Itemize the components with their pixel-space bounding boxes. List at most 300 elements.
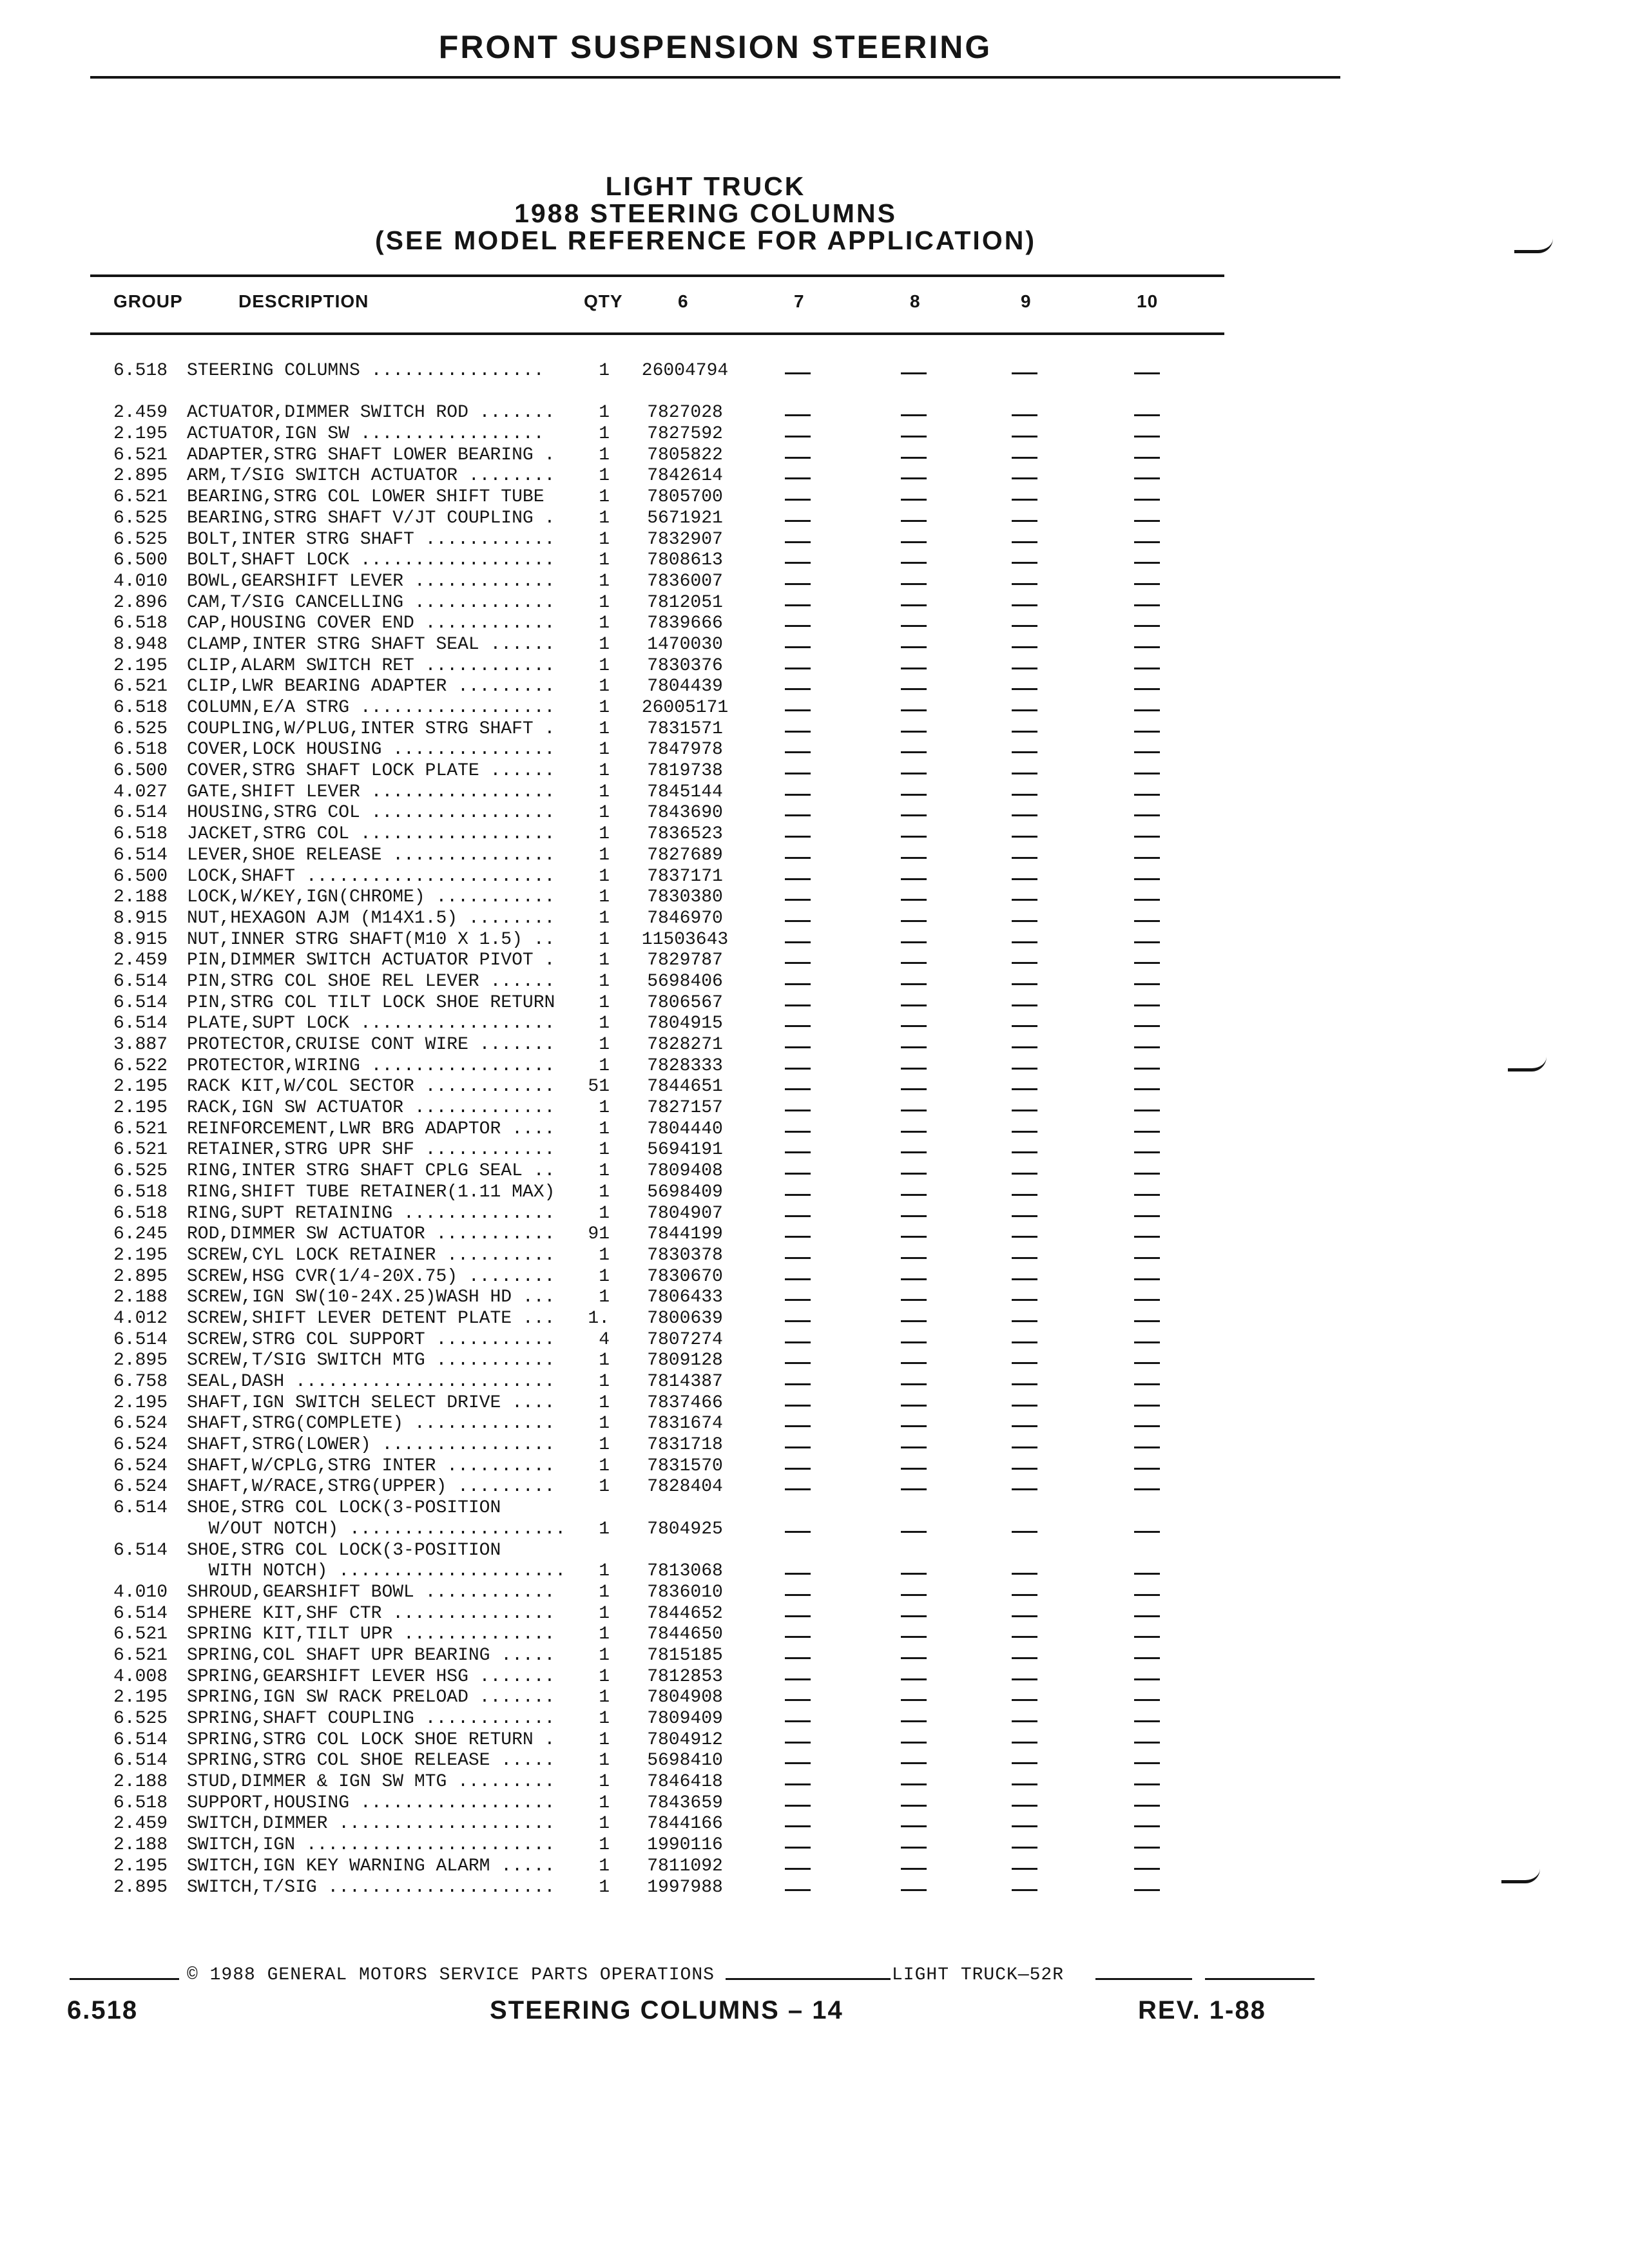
description-cell: SCREW,HSG CVR(1/4-20X.75) ........ xyxy=(187,1266,555,1287)
part-number-cell: 7808613 xyxy=(647,550,723,571)
description-cell: ACTUATOR,DIMMER SWITCH ROD ....... xyxy=(187,403,555,423)
not-applicable-dash xyxy=(785,1805,811,1807)
not-applicable-dash xyxy=(1134,1720,1160,1722)
not-applicable-dash xyxy=(1012,1531,1037,1533)
not-applicable-dash xyxy=(1134,1383,1160,1385)
not-applicable-dash xyxy=(785,1531,811,1533)
not-applicable-dash xyxy=(1134,1151,1160,1153)
qty-cell: 1 xyxy=(599,929,610,950)
not-applicable-dash xyxy=(785,477,811,479)
not-applicable-dash xyxy=(901,1046,927,1048)
not-applicable-dash xyxy=(1012,1257,1037,1259)
qty-cell: 1 xyxy=(599,845,610,865)
group-cell: 6.514 xyxy=(113,992,168,1013)
not-applicable-dash xyxy=(1012,878,1037,880)
part-number-cell: 7836010 xyxy=(647,1582,723,1602)
description-cell: PROTECTOR,WIRING ................. xyxy=(187,1055,555,1076)
table-row xyxy=(0,1287,1629,1309)
group-cell: 6.514 xyxy=(113,1540,168,1561)
part-number-cell: 7847978 xyxy=(647,740,723,760)
group-cell: 6.514 xyxy=(113,971,168,992)
part-number-cell: 5698406 xyxy=(647,971,723,992)
footer-revision: REV. 1-88 xyxy=(1138,1996,1266,2024)
group-cell: 6.514 xyxy=(113,845,168,865)
description-cell: ADAPTER,STRG SHAFT LOWER BEARING . xyxy=(187,445,555,465)
qty-cell: 1 xyxy=(599,803,610,823)
not-applicable-dash xyxy=(1012,541,1037,543)
group-cell: 2.195 xyxy=(113,1077,168,1097)
not-applicable-dash xyxy=(785,1383,811,1385)
table-row xyxy=(0,593,1629,614)
not-applicable-dash xyxy=(901,1488,927,1490)
not-applicable-dash xyxy=(1012,477,1037,479)
not-applicable-dash xyxy=(1134,1320,1160,1322)
not-applicable-dash xyxy=(901,962,927,964)
group-cell: 2.195 xyxy=(113,1392,168,1413)
table-row xyxy=(0,740,1629,761)
description-cell: CAP,HOUSING COVER END ............ xyxy=(187,613,555,634)
not-applicable-dash xyxy=(901,1594,927,1596)
part-number-cell: 7815185 xyxy=(647,1645,723,1666)
not-applicable-dash xyxy=(901,1446,927,1448)
table-row xyxy=(0,1456,1629,1477)
description-cell: CLAMP,INTER STRG SHAFT SEAL ...... xyxy=(187,634,555,655)
group-cell: 6.521 xyxy=(113,487,168,508)
group-cell: 6.514 xyxy=(113,1751,168,1771)
heading-rule xyxy=(90,76,1340,79)
not-applicable-dash xyxy=(1134,1405,1160,1407)
not-applicable-dash xyxy=(901,1805,927,1807)
qty-cell: 1 xyxy=(599,361,610,381)
table-row xyxy=(0,1751,1629,1772)
table-row xyxy=(0,1561,1629,1582)
table-row xyxy=(0,1014,1629,1035)
not-applicable-dash xyxy=(1134,646,1160,648)
title-line-3: (SEE MODEL REFERENCE FOR APPLICATION) xyxy=(375,226,1036,255)
part-number-cell: 1470030 xyxy=(647,634,723,655)
table-row xyxy=(0,867,1629,888)
not-applicable-dash xyxy=(1012,1151,1037,1153)
table-row xyxy=(0,1393,1629,1414)
not-applicable-dash xyxy=(785,1257,811,1259)
not-applicable-dash xyxy=(1012,1805,1037,1807)
description-cell: COVER,LOCK HOUSING ............... xyxy=(187,740,555,760)
group-cell: 6.514 xyxy=(113,1729,168,1750)
not-applicable-dash xyxy=(901,814,927,816)
not-applicable-dash xyxy=(785,541,811,543)
group-cell: 6.518 xyxy=(113,740,168,760)
description-cell: WITH NOTCH) ..................... xyxy=(187,1561,566,1582)
not-applicable-dash xyxy=(1134,668,1160,669)
not-applicable-dash xyxy=(785,1889,811,1891)
table-row xyxy=(0,803,1629,824)
part-number-cell: 5698409 xyxy=(647,1182,723,1202)
not-applicable-dash xyxy=(1134,1173,1160,1175)
description-cell: SPRING,COL SHAFT UPR BEARING ..... xyxy=(187,1645,555,1666)
qty-cell: 1 xyxy=(599,1519,610,1539)
part-number-cell: 5671921 xyxy=(647,508,723,528)
table-row xyxy=(0,930,1629,951)
group-cell: 6.524 xyxy=(113,1414,168,1434)
not-applicable-dash xyxy=(901,1783,927,1785)
not-applicable-dash xyxy=(785,709,811,711)
qty-cell: 1 xyxy=(599,550,610,571)
group-cell: 6.518 xyxy=(113,361,168,381)
qty-cell: 1 xyxy=(599,613,610,634)
not-applicable-dash xyxy=(901,899,927,901)
group-cell: 6.525 xyxy=(113,1709,168,1729)
group-cell: 6.521 xyxy=(113,1140,168,1160)
not-applicable-dash xyxy=(1134,688,1160,690)
qty-cell: 1 xyxy=(599,971,610,992)
not-applicable-dash xyxy=(1134,857,1160,859)
not-applicable-dash xyxy=(1012,709,1037,711)
not-applicable-dash xyxy=(785,731,811,733)
not-applicable-dash xyxy=(1012,1594,1037,1596)
footer-rule-far-right xyxy=(1205,1978,1315,1980)
not-applicable-dash xyxy=(901,477,927,479)
not-applicable-dash xyxy=(1012,688,1037,690)
group-cell: 2.459 xyxy=(113,1814,168,1834)
qty-cell: 1 xyxy=(599,571,610,591)
table-top-rule xyxy=(90,274,1224,277)
qty-cell: 1 xyxy=(599,1266,610,1287)
part-number-cell: 7828404 xyxy=(647,1477,723,1497)
not-applicable-dash xyxy=(901,1847,927,1849)
qty-cell: 1 xyxy=(599,866,610,887)
not-applicable-dash xyxy=(1012,1720,1037,1722)
not-applicable-dash xyxy=(901,1257,927,1259)
table-row xyxy=(0,656,1629,677)
table-row xyxy=(0,466,1629,487)
not-applicable-dash xyxy=(1012,436,1037,437)
not-applicable-dash xyxy=(901,731,927,733)
not-applicable-dash xyxy=(1134,773,1160,774)
not-applicable-dash xyxy=(785,751,811,753)
not-applicable-dash xyxy=(785,372,811,374)
qty-cell: 1 xyxy=(599,1603,610,1624)
not-applicable-dash xyxy=(901,751,927,753)
not-applicable-dash xyxy=(901,457,927,459)
table-row xyxy=(0,361,1629,382)
not-applicable-dash xyxy=(1134,1678,1160,1680)
group-cell: 6.518 xyxy=(113,613,168,634)
not-applicable-dash xyxy=(901,941,927,943)
not-applicable-dash xyxy=(1012,1573,1037,1575)
not-applicable-dash xyxy=(1012,1046,1037,1048)
part-number-cell: 7831718 xyxy=(647,1435,723,1456)
group-cell: 6.514 xyxy=(113,1603,168,1624)
not-applicable-dash xyxy=(901,541,927,543)
table-row xyxy=(0,635,1629,656)
group-cell: 6.518 xyxy=(113,1792,168,1813)
not-applicable-dash xyxy=(901,646,927,648)
table-row xyxy=(0,1687,1629,1709)
qty-cell: 1 xyxy=(599,824,610,845)
not-applicable-dash xyxy=(1134,1868,1160,1870)
description-cell: SWITCH,IGN ....................... xyxy=(187,1835,555,1856)
description-cell: LOCK,W/KEY,IGN(CHROME) ........... xyxy=(187,887,555,908)
part-number-cell: 7827689 xyxy=(647,845,723,865)
not-applicable-dash xyxy=(785,1025,811,1027)
not-applicable-dash xyxy=(901,499,927,501)
table-row xyxy=(0,761,1629,782)
not-applicable-dash xyxy=(901,372,927,374)
not-applicable-dash xyxy=(785,688,811,690)
group-cell: 2.895 xyxy=(113,466,168,486)
description-cell: CLIP,LWR BEARING ADAPTER ......... xyxy=(187,677,555,697)
not-applicable-dash xyxy=(1134,520,1160,522)
not-applicable-dash xyxy=(901,1278,927,1280)
not-applicable-dash xyxy=(1012,1025,1037,1027)
not-applicable-dash xyxy=(901,878,927,880)
part-number-cell: 7812853 xyxy=(647,1666,723,1687)
description-cell: SHAFT,STRG(LOWER) ................ xyxy=(187,1435,555,1456)
not-applicable-dash xyxy=(785,436,811,437)
part-number-cell: 7811092 xyxy=(647,1856,723,1876)
part-number-cell: 7809409 xyxy=(647,1709,723,1729)
description-cell: RING,SUPT RETAINING .............. xyxy=(187,1203,555,1224)
footer-copyright: © 1988 GENERAL MOTORS SERVICE PARTS OPERATIONS xyxy=(187,1965,715,1985)
part-number-cell: 7831570 xyxy=(647,1456,723,1476)
not-applicable-dash xyxy=(1134,1425,1160,1427)
qty-cell: 1 xyxy=(599,1772,610,1792)
not-applicable-dash xyxy=(1012,836,1037,838)
description-cell: ARM,T/SIG SWITCH ACTUATOR ........ xyxy=(187,466,555,486)
part-number-cell: 5698410 xyxy=(647,1751,723,1771)
not-applicable-dash xyxy=(1134,414,1160,416)
not-applicable-dash xyxy=(901,688,927,690)
group-cell: 2.895 xyxy=(113,1877,168,1898)
not-applicable-dash xyxy=(1012,983,1037,985)
description-cell: SPRING KIT,TILT UPR .............. xyxy=(187,1624,555,1645)
group-cell: 2.195 xyxy=(113,1856,168,1876)
not-applicable-dash xyxy=(785,1320,811,1322)
not-applicable-dash xyxy=(785,941,811,943)
column-header-6: 6 xyxy=(678,291,689,311)
qty-cell: 1 xyxy=(599,1456,610,1476)
group-cell: 2.195 xyxy=(113,1245,168,1265)
description-cell: SWITCH,IGN KEY WARNING ALARM ..... xyxy=(187,1856,555,1876)
not-applicable-dash xyxy=(901,1383,927,1385)
not-applicable-dash xyxy=(1012,1068,1037,1070)
not-applicable-dash xyxy=(785,857,811,859)
not-applicable-dash xyxy=(785,1868,811,1870)
description-cell: RETAINER,STRG UPR SHF ............ xyxy=(187,1140,555,1160)
qty-cell: 1 xyxy=(599,1392,610,1413)
not-applicable-dash xyxy=(1134,1762,1160,1764)
description-cell: SPRING,STRG COL SHOE RELEASE ..... xyxy=(187,1751,555,1771)
group-cell: 6.518 xyxy=(113,698,168,718)
not-applicable-dash xyxy=(1012,1615,1037,1617)
description-cell: BOWL,GEARSHIFT LEVER ............. xyxy=(187,571,555,591)
not-applicable-dash xyxy=(1012,1678,1037,1680)
description-cell: SPRING,STRG COL LOCK SHOE RETURN . xyxy=(187,1729,555,1750)
description-cell: LOCK,SHAFT ....................... xyxy=(187,866,555,887)
qty-cell: 1 xyxy=(599,1814,610,1834)
not-applicable-dash xyxy=(1134,709,1160,711)
table-row xyxy=(0,908,1629,930)
description-cell: COUPLING,W/PLUG,INTER STRG SHAFT . xyxy=(187,718,555,739)
not-applicable-dash xyxy=(1012,1889,1037,1891)
qty-cell: 1 xyxy=(599,634,610,655)
footer-rule-left xyxy=(70,1978,179,1980)
part-number-cell: 7827157 xyxy=(647,1098,723,1119)
column-header-8: 8 xyxy=(910,291,921,311)
group-cell: 8.915 xyxy=(113,929,168,950)
not-applicable-dash xyxy=(901,436,927,437)
not-applicable-dash xyxy=(785,773,811,774)
description-cell: REINFORCEMENT,LWR BRG ADAPTOR .... xyxy=(187,1119,555,1139)
description-cell: SWITCH,DIMMER .................... xyxy=(187,1814,555,1834)
not-applicable-dash xyxy=(785,1636,811,1638)
not-applicable-dash xyxy=(785,1468,811,1470)
description-cell: BOLT,INTER STRG SHAFT ............ xyxy=(187,529,555,550)
not-applicable-dash xyxy=(901,1573,927,1575)
not-applicable-dash xyxy=(785,1236,811,1238)
table-row xyxy=(0,508,1629,530)
description-cell: HOUSING,STRG COL ................. xyxy=(187,803,555,823)
not-applicable-dash xyxy=(901,414,927,416)
part-number-cell: 7804439 xyxy=(647,677,723,697)
not-applicable-dash xyxy=(785,1194,811,1196)
qty-cell: 1 xyxy=(599,992,610,1013)
part-number-cell: 7830670 xyxy=(647,1266,723,1287)
not-applicable-dash xyxy=(901,1699,927,1701)
part-number-cell: 7844651 xyxy=(647,1077,723,1097)
not-applicable-dash xyxy=(1012,1278,1037,1280)
not-applicable-dash xyxy=(901,1762,927,1764)
footer-group-code: 6.518 xyxy=(67,1996,139,2024)
description-cell: SWITCH,T/SIG ..................... xyxy=(187,1877,555,1898)
table-row xyxy=(0,1435,1629,1456)
group-cell: 8.948 xyxy=(113,634,168,655)
group-cell: 6.514 xyxy=(113,1329,168,1350)
not-applicable-dash xyxy=(1134,1847,1160,1849)
part-number-cell: 7830378 xyxy=(647,1245,723,1265)
not-applicable-dash xyxy=(1134,372,1160,374)
column-header-group: GROUP xyxy=(113,291,183,311)
qty-cell: 1 xyxy=(599,1709,610,1729)
qty-cell: 1 xyxy=(599,1372,610,1392)
not-applicable-dash xyxy=(1134,1699,1160,1701)
not-applicable-dash xyxy=(901,773,927,774)
qty-cell: 1 xyxy=(599,1098,610,1119)
not-applicable-dash xyxy=(1134,1594,1160,1596)
table-row xyxy=(0,1161,1629,1182)
not-applicable-dash xyxy=(785,1594,811,1596)
qty-cell: 1 xyxy=(599,677,610,697)
qty-cell: 1 xyxy=(599,1414,610,1434)
column-header-7: 7 xyxy=(794,291,805,311)
table-row xyxy=(0,719,1629,740)
table-row xyxy=(0,972,1629,993)
table-row xyxy=(0,1772,1629,1793)
qty-cell: 1 xyxy=(599,1645,610,1666)
not-applicable-dash xyxy=(785,794,811,796)
qty-cell: 1 xyxy=(599,1835,610,1856)
not-applicable-dash xyxy=(1134,583,1160,585)
not-applicable-dash xyxy=(1134,1236,1160,1238)
group-cell: 6.500 xyxy=(113,866,168,887)
page-heading: FRONT SUSPENSION STEERING xyxy=(438,29,992,65)
part-number-cell: 7839666 xyxy=(647,613,723,634)
group-cell: 6.521 xyxy=(113,677,168,697)
description-cell: SHAFT,IGN SWITCH SELECT DRIVE .... xyxy=(187,1392,555,1413)
qty-cell: 1 xyxy=(599,466,610,486)
qty-cell: 1 xyxy=(599,1161,610,1182)
description-cell: ACTUATOR,IGN SW ................. xyxy=(187,424,545,445)
not-applicable-dash xyxy=(1012,457,1037,459)
not-applicable-dash xyxy=(901,1678,927,1680)
qty-cell: 1 xyxy=(599,403,610,423)
description-cell: SHOE,STRG COL LOCK(3-POSITION xyxy=(187,1498,501,1519)
not-applicable-dash xyxy=(1012,1425,1037,1427)
group-cell: 4.012 xyxy=(113,1308,168,1329)
not-applicable-dash xyxy=(901,1320,927,1322)
not-applicable-dash xyxy=(1134,1636,1160,1638)
not-applicable-dash xyxy=(901,583,927,585)
not-applicable-dash xyxy=(1012,604,1037,606)
part-number-cell: 7805822 xyxy=(647,445,723,465)
qty-cell: 1 xyxy=(599,1687,610,1708)
part-number-cell: 11503643 xyxy=(641,929,729,950)
part-number-cell: 7812051 xyxy=(647,592,723,613)
not-applicable-dash xyxy=(1012,583,1037,585)
qty-cell: 1 xyxy=(599,1561,610,1582)
binder-tick-mark xyxy=(1514,238,1553,253)
group-cell: 6.514 xyxy=(113,803,168,823)
group-cell: 6.524 xyxy=(113,1456,168,1476)
not-applicable-dash xyxy=(785,1151,811,1153)
footer-rule-mid xyxy=(726,1978,891,1980)
description-cell: BOLT,SHAFT LOCK .................. xyxy=(187,550,555,571)
not-applicable-dash xyxy=(785,1615,811,1617)
part-number-cell: 7843690 xyxy=(647,803,723,823)
qty-cell: 1 xyxy=(599,1624,610,1645)
group-cell: 2.188 xyxy=(113,1287,168,1308)
description-cell: RACK KIT,W/COL SECTOR ............ xyxy=(187,1077,555,1097)
table-row xyxy=(0,1582,1629,1604)
not-applicable-dash xyxy=(785,1004,811,1006)
description-cell: SCREW,T/SIG SWITCH MTG ........... xyxy=(187,1350,555,1371)
not-applicable-dash xyxy=(901,1657,927,1659)
table-row xyxy=(0,1350,1629,1372)
part-number-cell: 7805700 xyxy=(647,487,723,508)
group-cell: 6.524 xyxy=(113,1435,168,1456)
part-number-cell: 5694191 xyxy=(647,1140,723,1160)
table-row xyxy=(0,1245,1629,1267)
not-applicable-dash xyxy=(785,646,811,648)
group-cell: 3.887 xyxy=(113,1035,168,1055)
part-number-cell: 7842614 xyxy=(647,466,723,486)
not-applicable-dash xyxy=(785,583,811,585)
not-applicable-dash xyxy=(785,836,811,838)
not-applicable-dash xyxy=(1134,1783,1160,1785)
group-cell: 2.895 xyxy=(113,1350,168,1371)
not-applicable-dash xyxy=(901,1068,927,1070)
group-cell: 6.518 xyxy=(113,1182,168,1202)
title-block xyxy=(277,173,1134,254)
not-applicable-dash xyxy=(901,983,927,985)
not-applicable-dash xyxy=(785,1046,811,1048)
qty-cell: 1 xyxy=(599,1245,610,1265)
table-row xyxy=(0,1182,1629,1204)
not-applicable-dash xyxy=(785,1699,811,1701)
table-row xyxy=(0,993,1629,1014)
not-applicable-dash xyxy=(1012,1488,1037,1490)
qty-cell: 1 xyxy=(599,1140,610,1160)
